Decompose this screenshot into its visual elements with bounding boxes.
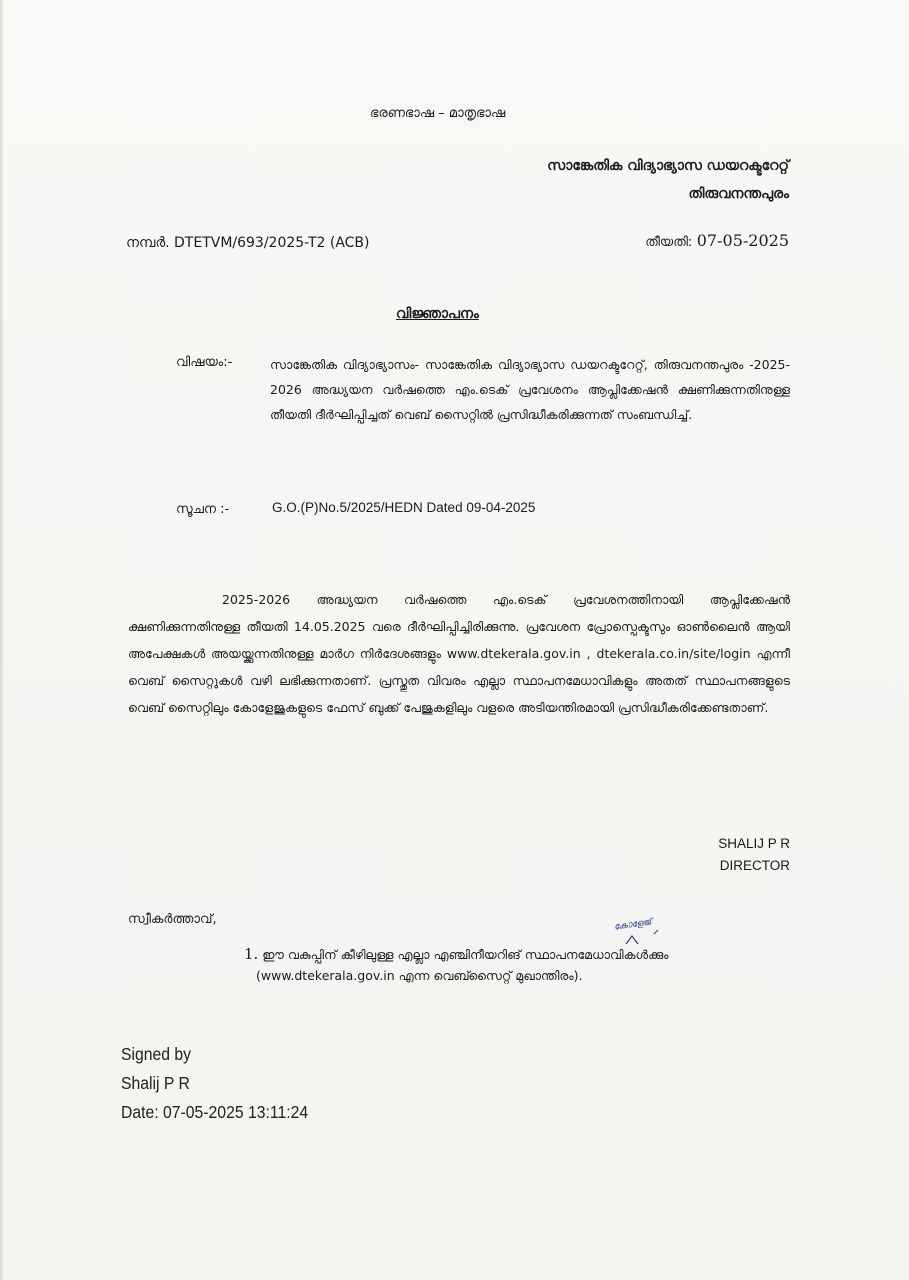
page-edge-shadow — [0, 0, 4, 1280]
handwritten-insertion: കോളേജ് — [613, 917, 653, 933]
reference-note-text: G.O.(P)No.5/2025/HEDN Dated 09-04-2025 — [272, 500, 536, 515]
signer-name: SHALIJ P R — [718, 836, 790, 851]
signature-line-3: Date: 07-05-2025 13:11:24 — [121, 1102, 309, 1122]
signature-line-2: Shalij P R — [121, 1073, 190, 1093]
signer-block — [718, 833, 790, 877]
subject-label: വിഷയം:- — [176, 355, 233, 370]
office-name: സാങ്കേതിക വിദ്യാഭ്യാസ ഡയറക്ടറേറ്റ് — [547, 158, 789, 174]
reference-number: നമ്പർ. DTETVM/693/2025-T2 (ACB) — [126, 235, 370, 251]
signature-line-1: Signed by — [121, 1044, 192, 1064]
language-line: ഭരണഭാഷ – മാതൃഭാഷ — [370, 106, 506, 121]
recipient-item-number: 1. — [244, 945, 259, 963]
date-value: 07-05-2025 — [696, 231, 789, 250]
recipient-item-note: (www.dtekerala.gov.in എന്ന വെബ്സൈറ്റ് മുഖാന്തിരം). — [256, 968, 583, 983]
recipient-item-1 — [244, 940, 794, 969]
body-paragraph: 2025-2026 അദ്ധ്യയന വർഷത്തെ എം.ടെക് പ്രവേശനത്തിനായി ആപ്ലിക്കേഷൻ ക്ഷണിക്കുന്നതിനുള്ള തീയതി 14.05.2025 വരെ ദീർഘിപ്പിച്ചിരിക്കുന്നു. പ്രവേശന പ്രോസ്പെക്ടസും ഓൺലൈൻ ആയി അപേക്ഷകൾ അയയ്ക്കുന്നതിനുള്ള മാർഗ നിർദേശങ്ങളും www.dtekerala.gov.in , dtekerala.co.in/site/login എന്നീ വെബ് സൈറ്റുകൾ വഴി ലഭിക്കുന്നതാണ്. പ്രസ്തുത വിവരം എല്ലാ സ്ഥാപനമേധാവികളും അതത് സ്ഥാപനങ്ങളുടെ വെബ് സൈറ്റിലും കോളേജുകളുടെ ഫേസ് ബുക്ക് പേജുകളിലും വളരെ അടിയന്തിരമായി പ്രസിദ്ധീകരിക്കേണ്ടതാണ്. — [128, 592, 790, 715]
digital-signature — [121, 1040, 308, 1127]
handwritten-caret-icon — [624, 930, 664, 946]
office-place: തിരുവനന്തപുരം — [688, 186, 789, 202]
recipient-item-text: ഈ വകുപ്പിന് കീഴിലുള്ള എല്ലാ എഞ്ചിനീയറിങ് സ്ഥാപനമേധാവികൾക്കും — [262, 947, 669, 962]
issue-date — [645, 231, 789, 250]
signer-designation: DIRECTOR — [719, 858, 790, 873]
subject-text: സാങ്കേതിക വിദ്യാഭ്യാസം- സാങ്കേതിക വിദ്യാഭ്യാസ ഡയറക്ടറേറ്റ്, തിരുവനന്തപുരം -2025-2026 അദ്ധ്യയന വർഷത്തെ എം.ടെക് പ്രവേശനം ആപ്ലിക്കേഷൻ ക്ഷണിക്കുന്നതിനുള്ള തീയതി ദീർഘിപ്പിച്ചത് വെബ് സൈറ്റിൽ പ്രസിദ്ധീകരിക്കുന്നത് സംബന്ധിച്ച്. — [270, 357, 790, 422]
reference-note-label: സൂചന :- — [176, 502, 230, 517]
date-label: തീയതി: — [645, 235, 693, 250]
recipients-label: സ്വീകർത്താവ്, — [128, 912, 217, 927]
notice-title: വിജ്ഞാപനം — [396, 306, 479, 322]
